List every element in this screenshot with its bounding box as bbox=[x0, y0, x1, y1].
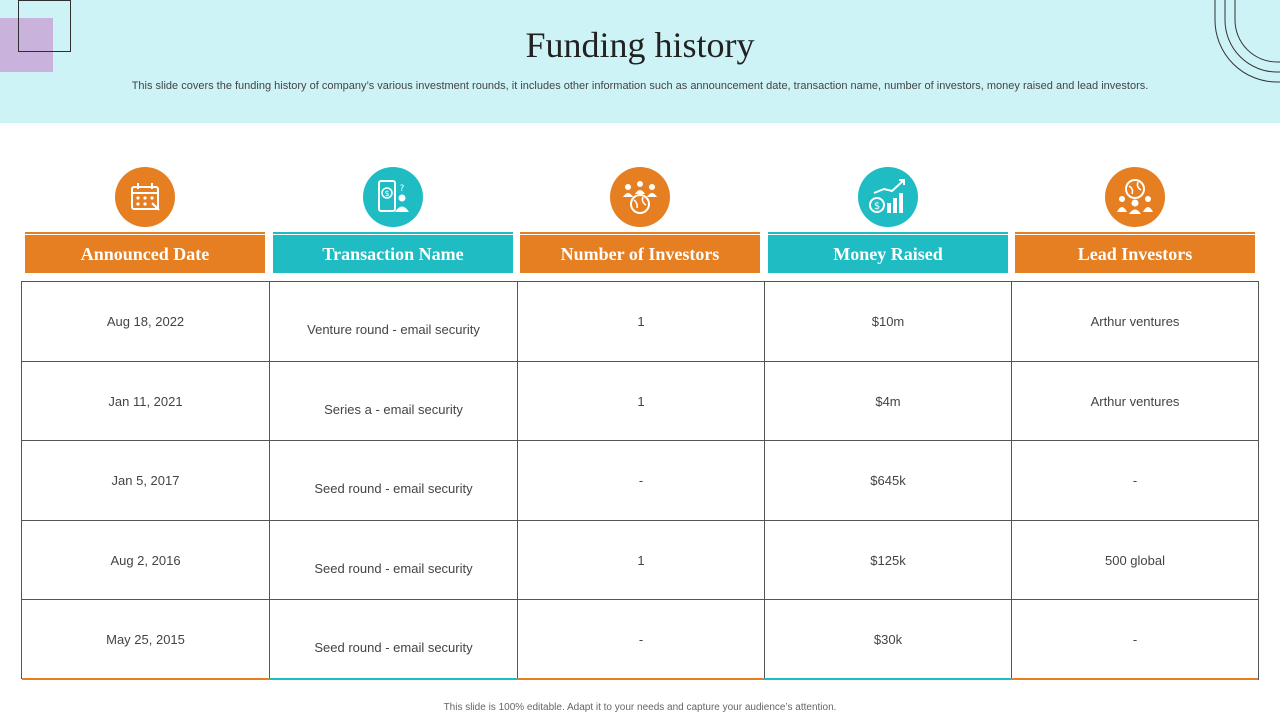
cell-number-of-investors: - bbox=[518, 600, 765, 680]
cell-money-raised: $10m bbox=[765, 282, 1012, 362]
column-header-transaction-name bbox=[273, 167, 513, 275]
header-accent-line bbox=[273, 232, 513, 234]
cell-announced-date: Jan 5, 2017 bbox=[22, 441, 270, 521]
header-label-money-raised: Money Raised bbox=[768, 235, 1008, 273]
cell-lead-investors: - bbox=[1012, 441, 1259, 521]
global-investor-icon bbox=[1105, 167, 1165, 227]
cell-number-of-investors: - bbox=[518, 441, 765, 521]
investors-globe-icon bbox=[610, 167, 670, 227]
svg-text:$: $ bbox=[873, 201, 881, 212]
cell-number-of-investors: 1 bbox=[518, 282, 765, 362]
table-row bbox=[22, 362, 1259, 442]
header-accent-line bbox=[25, 232, 265, 234]
header-label-announced-date: Announced Date bbox=[25, 235, 265, 273]
cell-number-of-investors: 1 bbox=[518, 362, 765, 442]
header-label-transaction-name: Transaction Name bbox=[273, 235, 513, 273]
cell-transaction-name: Series a - email security bbox=[270, 362, 518, 442]
bottom-accent-line bbox=[1011, 678, 1258, 680]
cell-money-raised: $125k bbox=[765, 521, 1012, 601]
slide-footer-note: This slide is 100% editable. Adapt it to your needs and capture your audience’s attention. bbox=[443, 702, 837, 713]
cell-lead-investors: 500 global bbox=[1012, 521, 1259, 601]
cell-transaction-name: Seed round - email security bbox=[270, 521, 518, 601]
slide-subtitle: This slide covers the funding history of company’s various investment rounds, it includes other information such as announcement date, transaction name, number of investors, money raised and lead investors. bbox=[131, 80, 1149, 92]
column-header-lead-investors bbox=[1015, 167, 1255, 275]
cell-lead-investors: Arthur ventures bbox=[1012, 282, 1259, 362]
header-label-lead-investors: Lead Investors bbox=[1015, 235, 1255, 273]
cell-transaction-name: Venture round - email security bbox=[270, 282, 518, 362]
column-header-announced-date bbox=[25, 167, 265, 275]
svg-text:?: ? bbox=[399, 184, 405, 194]
column-header-number-of-investors bbox=[520, 167, 760, 275]
bottom-accent-line bbox=[764, 678, 1011, 680]
mobile-payment-icon bbox=[363, 167, 423, 227]
cell-announced-date: Aug 2, 2016 bbox=[22, 521, 270, 601]
cell-money-raised: $4m bbox=[765, 362, 1012, 442]
cell-announced-date: May 25, 2015 bbox=[22, 600, 270, 680]
bottom-accent-line bbox=[517, 678, 764, 680]
table-row bbox=[22, 600, 1259, 680]
table-row bbox=[22, 521, 1259, 601]
table-row bbox=[22, 282, 1259, 362]
column-header-money-raised bbox=[768, 167, 1008, 275]
header-label-number-of-investors: Number of Investors bbox=[520, 235, 760, 273]
cell-lead-investors: - bbox=[1012, 600, 1259, 680]
header-accent-line bbox=[768, 232, 1008, 234]
cell-transaction-name: Seed round - email security bbox=[270, 441, 518, 521]
cell-money-raised: $645k bbox=[765, 441, 1012, 521]
cell-announced-date: Aug 18, 2022 bbox=[22, 282, 270, 362]
table-row bbox=[22, 441, 1259, 521]
funding-table bbox=[21, 281, 1259, 679]
calendar-icon bbox=[115, 167, 175, 227]
cell-money-raised: $30k bbox=[765, 600, 1012, 680]
money-growth-chart-icon bbox=[858, 167, 918, 227]
cell-lead-investors: Arthur ventures bbox=[1012, 362, 1259, 442]
header-accent-line bbox=[520, 232, 760, 234]
slide-title: Funding history bbox=[525, 25, 755, 65]
cell-announced-date: Jan 11, 2021 bbox=[22, 362, 270, 442]
header-accent-line bbox=[1015, 232, 1255, 234]
bottom-accent-line bbox=[269, 678, 517, 680]
bottom-accent-line bbox=[22, 678, 269, 680]
svg-text:$: $ bbox=[384, 189, 390, 198]
cell-number-of-investors: 1 bbox=[518, 521, 765, 601]
cell-transaction-name: Seed round - email security bbox=[270, 600, 518, 680]
